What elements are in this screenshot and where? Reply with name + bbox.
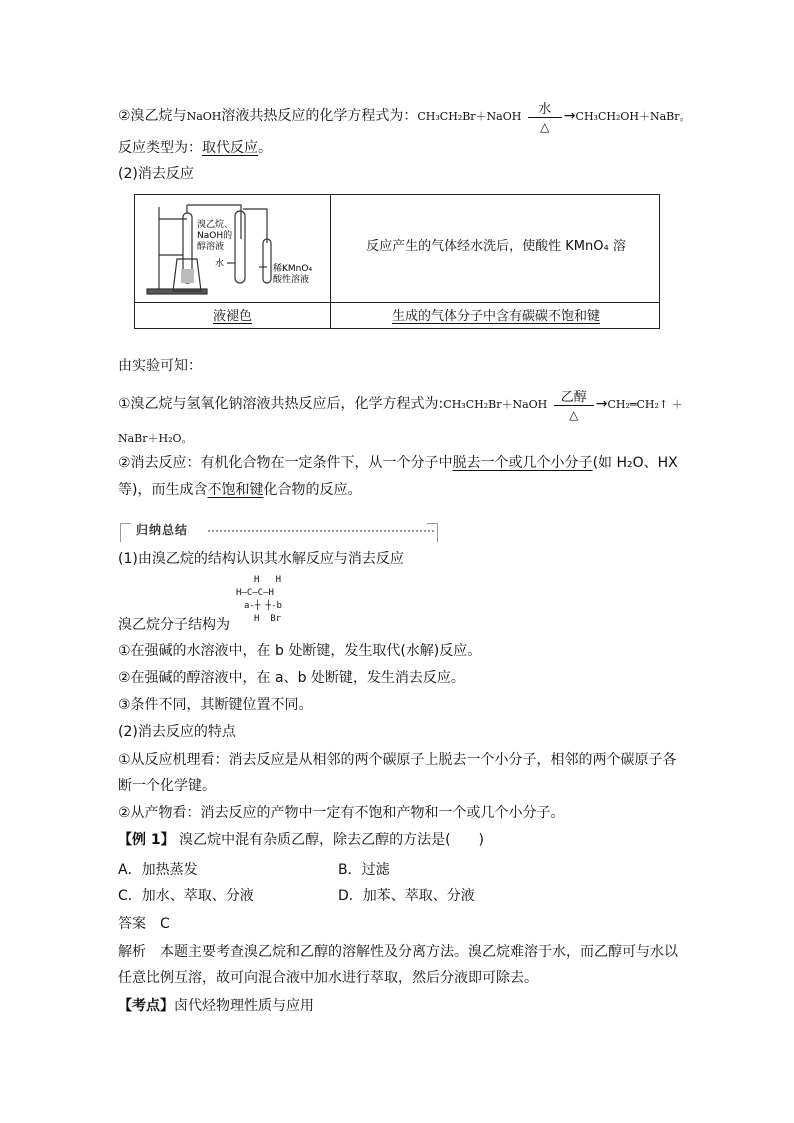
summary-point-3: ③条件不同，其断键位置不同。 bbox=[118, 697, 313, 713]
section-heading-elimination: (2)消去反应 bbox=[118, 166, 194, 182]
option-d: D．加苯、萃取、分液 bbox=[338, 888, 475, 904]
reaction-type-answer: 取代反应 bbox=[202, 140, 258, 156]
experiment-table bbox=[134, 194, 660, 329]
label-bromoethane: 溴乙烷、 bbox=[197, 220, 234, 230]
feature-mechanism-cont: 断一个化学键。 bbox=[118, 778, 216, 794]
label-kmno4: 稀KMnO₄ bbox=[273, 264, 313, 274]
analysis-line-1: 解析 本题主要考查溴乙烷和乙醇的溶解性及分离方法。溴乙烷难溶于水，而乙醇可与水以 bbox=[118, 944, 678, 960]
structure-label: 溴乙烷分子结构为 bbox=[118, 617, 230, 633]
apparatus-diagram bbox=[139, 199, 327, 299]
equation-right: CH₃CH₂OH＋NaBr。 bbox=[575, 110, 691, 123]
feature-products: ②从产物看：消去反应的产物中一定有不饱和产物和一个或几个小分子。 bbox=[118, 805, 565, 821]
structural-formula: H H H—C—C—H a-┼ ┼-b H Br bbox=[236, 575, 282, 624]
label-water: 水 bbox=[215, 259, 225, 269]
summary-point-2: ②在强碱的醇溶液中，在 a、b 处断键，发生消去反应。 bbox=[118, 670, 465, 686]
elimination-definition: ②消去反应：有机化合物在一定条件下，从一个分子中脱去一个或几个小分子(如 H₂O、HX bbox=[118, 455, 678, 471]
summary-heading-2: (2)消去反应的特点 bbox=[118, 724, 236, 740]
label-naoh: NaOH的 bbox=[197, 231, 233, 241]
example-label: 【例 1】 bbox=[118, 832, 175, 848]
equation-hydrolysis-line: ②溴乙烷与NaOH溶液共热反应的化学方程式为：CH₃CH₂Br＋NaOH 水 △ →CH₃CH₂OH＋NaBr。 bbox=[118, 102, 691, 134]
analysis-line-2: 任意比例互溶，故可向混合液中加水进行萃取，然后分液即可除去。 bbox=[118, 970, 538, 986]
kaodian-label: 【考点】 bbox=[118, 998, 174, 1014]
equation-right: CH₂═CH₂↑ ＋ bbox=[607, 398, 683, 411]
option-c: C．加水、萃取、分液 bbox=[118, 888, 254, 904]
option-b: B．过滤 bbox=[338, 862, 390, 878]
equation-elimination-line: ①溴乙烷与氢氧化钠溶液共热反应后，化学方程式为:CH₃CH₂Br＋NaOH 乙醇 △ →CH₂═CH₂↑ ＋ bbox=[118, 390, 683, 422]
kaodian-line: 【考点】卤代烃物理性质与应用 bbox=[118, 998, 314, 1014]
table-observation-end: 液褪色 bbox=[212, 309, 252, 324]
elimination-definition-cont: 等)，而生成含不饱和键化合物的反应。 bbox=[118, 482, 362, 498]
equation-left: CH₃CH₂Br＋NaOH bbox=[417, 110, 522, 123]
table-conclusion: 生成的气体分子中含有碳碳不饱和键 bbox=[391, 309, 600, 324]
reaction-type-line: 反应类型为：取代反应。 bbox=[118, 140, 272, 156]
label-alcohol-solution: 醇溶液 bbox=[197, 242, 225, 252]
equation-elimination-products: NaBr＋H₂O。 bbox=[118, 432, 193, 445]
example-question: 【例 1】 溴乙烷中混有杂质乙醇，除去乙醇的方法是( ) bbox=[118, 832, 484, 848]
reaction-condition: 乙醇 △ bbox=[554, 394, 594, 414]
feature-mechanism: ①从反应机理看：消去反应是从相邻的两个碳原子上脱去一个小分子，相邻的两个碳原子各 bbox=[118, 752, 677, 768]
experiment-conclusion-heading: 由实验可知： bbox=[118, 358, 202, 374]
label-acid-solution: 酸性溶液 bbox=[273, 275, 310, 285]
summary-banner-label: 归纳总结 bbox=[136, 523, 189, 537]
answer-line: 答案 C bbox=[118, 916, 170, 932]
reaction-condition: 水 △ bbox=[528, 106, 562, 126]
equation-left: CH₃CH₂Br＋NaOH bbox=[443, 398, 548, 411]
summary-point-1: ①在强碱的水溶液中，在 b 处断键，发生取代(水解)反应。 bbox=[118, 643, 482, 659]
summary-heading-1: (1)由溴乙烷的结构认识其水解反应与消去反应 bbox=[118, 551, 404, 567]
option-a: A．加热蒸发 bbox=[118, 862, 198, 878]
summary-banner bbox=[120, 519, 438, 541]
table-observation: 反应产生的气体经水洗后，使酸性 KMnO₄ 溶 bbox=[366, 239, 626, 254]
